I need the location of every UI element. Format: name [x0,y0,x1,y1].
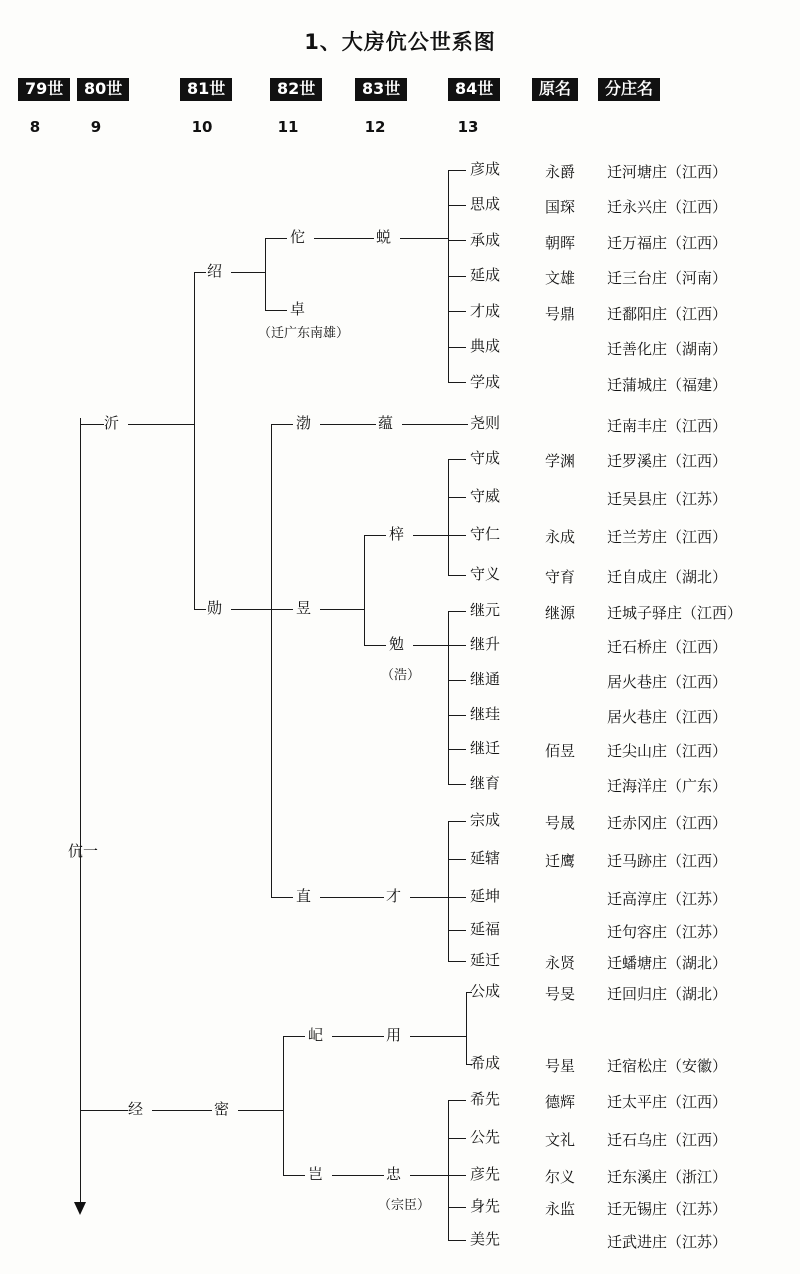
trunk-arrow [74,1202,86,1215]
line-mi-split [283,1036,284,1175]
node-g84-24: 公成 [470,982,501,1000]
branch-g84-24: 迁回归庄（湖北） [607,985,728,1003]
generation-header-81: 81世 [180,78,232,101]
orig-g84-17: 佰昱 [545,742,576,760]
line-child-2 [448,205,466,206]
line-mian-right [413,645,448,646]
node-yun: 蕴 [378,414,394,432]
line-child-19 [448,821,466,822]
line-qi2-to-zhong [332,1175,384,1176]
line-to-zhuo [265,310,287,311]
branch-g84-9: 迁罗溪庄（江西） [607,452,728,470]
line-to-qi1 [283,1036,305,1037]
generation-number-11: 11 [277,118,299,136]
node-mi: 密 [214,1100,230,1118]
line-child-17 [448,749,466,750]
line-tuo-to-tui [314,238,374,239]
generation-number-13: 13 [457,118,479,136]
branch-g84-11: 迁兰芳庄（江西） [607,528,728,546]
node-yu: 昱 [296,599,312,617]
node-g84-8: 尧则 [470,414,501,432]
line-child-26 [448,1100,466,1101]
generation-header-83: 83世 [355,78,407,101]
line-child-10 [448,497,466,498]
node-zi: 梓 [389,525,405,543]
node-tui: 蜕 [376,228,392,246]
line-child-4 [448,276,466,277]
branch-g84-1: 迁河塘庄（江西） [607,163,728,181]
node-g84-17: 继迁 [470,739,501,757]
line-child-18 [448,784,466,785]
line-to-shao [194,272,206,273]
line-yu-right [320,609,364,610]
line-child-9 [448,459,466,460]
generation-number-8: 8 [29,118,41,136]
line-yun-to-child [402,424,468,425]
generation-header-80: 80世 [77,78,129,101]
node-cai: 才 [386,887,402,905]
node-bo: 渤 [296,414,312,432]
branch-g84-19: 迁赤冈庄（江西） [607,814,728,832]
node-jing: 经 [128,1100,144,1118]
line-to-yu [271,609,293,610]
trunk-line [80,418,81,1208]
node-g84-27: 公先 [470,1128,501,1146]
generation-number-9: 9 [90,118,102,136]
orig-g84-24: 号旻 [545,985,576,1003]
branch-g84-29: 迁无锡庄（江苏） [607,1200,728,1218]
node-zhong: 忠 [386,1165,402,1183]
node-g84-30: 美先 [470,1230,501,1248]
orig-g84-19: 号晟 [545,814,576,832]
line-xun-right [231,609,271,610]
orig-g84-20: 迁鹰 [545,852,576,870]
node-g84-28: 彦先 [470,1165,501,1183]
line-yong-split [466,992,467,1064]
node-g84-13: 继元 [470,601,501,619]
line-to-zhi [271,897,293,898]
branch-g84-20: 迁马跡庄（江西） [607,852,728,870]
line-child-20 [448,859,466,860]
node-g84-14: 继升 [470,635,501,653]
orig-g84-28: 尔义 [545,1168,576,1186]
line-cai-right [410,897,448,898]
line-xun-split [271,424,272,897]
note-zhong: （宗臣） [378,1198,431,1213]
orig-g84-27: 文礼 [545,1131,576,1149]
branch-g84-12: 迁自成庄（湖北） [607,568,728,586]
orig-g84-4: 文雄 [545,269,576,287]
line-child-15 [448,680,466,681]
branch-g84-22: 迁句容庄（江苏） [607,923,728,941]
line-child-16 [448,715,466,716]
line-child-12 [448,575,466,576]
line-zi-split [448,459,449,575]
line-to-tuo [265,238,287,239]
branch-g84-4: 迁三台庄（河南） [607,269,728,287]
branch-g84-8: 迁南丰庄（江西） [607,417,728,435]
page-title: 1、大房伉公世系图 [304,30,496,54]
branch-g84-21: 迁高淳庄（江苏） [607,890,728,908]
branch-g84-16: 居火巷庄（江西） [607,708,728,726]
orig-g84-5: 号鼎 [545,305,576,323]
note-mian: （浩） [381,668,421,683]
generation-header-79: 79世 [18,78,70,101]
column-header-original-name: 原名 [532,78,578,101]
node-qi1: 屺 [308,1026,324,1044]
node-g84-21: 延坤 [470,887,501,905]
line-zhong-split [448,1100,449,1240]
node-g84-1: 彦成 [470,160,501,178]
line-child-22 [448,930,466,931]
line-child-30 [448,1240,466,1241]
line-child-7 [448,382,466,383]
node-g84-5: 才成 [470,302,501,320]
branch-g84-7: 迁蒲城庄（福建） [607,376,728,394]
line-child-14 [448,645,466,646]
node-g84-6: 典成 [470,337,501,355]
line-shao-right [231,272,265,273]
node-yong: 用 [386,1026,402,1044]
line-to-xun [194,609,206,610]
line-mi-right [238,1110,283,1111]
branch-g84-15: 居火巷庄（江西） [607,673,728,691]
line-child-13 [448,611,466,612]
line-root-to-jing [80,1110,128,1111]
line-child-5 [448,311,466,312]
line-child-3 [448,240,466,241]
node-g84-23: 延迁 [470,951,501,969]
node-g84-26: 希先 [470,1090,501,1108]
note-zhuo: （迁广东南雄） [258,326,350,341]
branch-g84-26: 迁太平庄（江西） [607,1093,728,1111]
node-g84-7: 学成 [470,373,501,391]
line-child-11 [448,535,466,536]
node-g84-19: 宗成 [470,811,501,829]
line-child-28 [448,1175,466,1176]
line-zhong-right [410,1175,448,1176]
node-zhuo: 卓 [290,300,306,318]
branch-g84-13: 迁城子驿庄（江西） [607,604,743,622]
node-tuo: 佗 [290,228,306,246]
line-shao-split [265,238,266,310]
generation-number-10: 10 [191,118,213,136]
node-g84-22: 延福 [470,920,501,938]
orig-g84-29: 永监 [545,1200,576,1218]
line-zi-right [413,535,448,536]
line-yi-right [128,424,194,425]
node-g84-10: 守威 [470,487,501,505]
orig-g84-26: 德辉 [545,1093,576,1111]
branch-g84-6: 迁善化庄（湖南） [607,340,728,358]
line-cai-split [448,821,449,961]
branch-g84-27: 迁石乌庄（江西） [607,1131,728,1149]
orig-g84-1: 永爵 [545,163,576,181]
branch-g84-5: 迁鄱阳庄（江西） [607,305,728,323]
line-yu-split [364,535,365,645]
branch-g84-30: 迁武进庄（江苏） [607,1233,728,1251]
node-g84-20: 延辖 [470,849,501,867]
orig-g84-23: 永贤 [545,954,576,972]
orig-g84-3: 朝晖 [545,234,576,252]
branch-g84-10: 迁吴县庄（江苏） [607,490,728,508]
line-root-to-yi [80,424,104,425]
generation-number-12: 12 [364,118,386,136]
line-to-bo [271,424,293,425]
line-jing-to-mi [152,1110,212,1111]
node-g84-18: 继育 [470,774,501,792]
node-g84-15: 继通 [470,670,501,688]
node-g84-25: 希成 [470,1054,501,1072]
branch-g84-28: 迁东溪庄（浙江） [607,1168,728,1186]
generation-header-84: 84世 [448,78,500,101]
node-g84-11: 守仁 [470,525,501,543]
orig-g84-12: 守育 [545,568,576,586]
branch-g84-18: 迁海洋庄（广东） [607,777,728,795]
branch-g84-2: 迁永兴庄（江西） [607,198,728,216]
column-header-branch-name: 分庄名 [598,78,660,101]
line-zhi-to-cai [320,897,384,898]
line-child-23 [448,961,466,962]
line-to-mian [364,645,386,646]
branch-g84-25: 迁宿松庄（安徽） [607,1057,728,1075]
node-xun: 勋 [207,599,223,617]
branch-g84-23: 迁蟠塘庄（湖北） [607,954,728,972]
line-to-qi2 [283,1175,305,1176]
line-bo-to-yun [320,424,376,425]
node-g84-12: 守义 [470,565,501,583]
node-yi: 沂 [104,414,120,432]
branch-g84-17: 迁尖山庄（江西） [607,742,728,760]
node-g84-9: 守成 [470,449,501,467]
line-child-29 [448,1207,466,1208]
line-yong-right [410,1036,466,1037]
node-zhi: 直 [296,887,312,905]
branch-g84-3: 迁万福庄（江西） [607,234,728,252]
orig-g84-9: 学渊 [545,452,576,470]
line-child-6 [448,347,466,348]
node-g84-4: 延成 [470,266,501,284]
node-qi2: 岂 [308,1165,324,1183]
generation-header-82: 82世 [270,78,322,101]
line-child-27 [448,1138,466,1139]
line-to-zi [364,535,386,536]
node-root: 伉一 [68,842,99,860]
line-child-21 [448,897,466,898]
orig-g84-11: 永成 [545,528,576,546]
node-mian: 勉 [389,635,405,653]
node-g84-16: 继珪 [470,705,501,723]
line-mian-split [448,611,449,784]
line-qi1-to-yong [332,1036,384,1037]
line-yi-split [194,272,195,609]
line-tui-right [400,238,448,239]
orig-g84-13: 继源 [545,604,576,622]
node-g84-29: 身先 [470,1197,501,1215]
node-g84-2: 思成 [470,195,501,213]
node-shao: 绍 [207,262,223,280]
node-g84-3: 承成 [470,231,501,249]
orig-g84-2: 国琛 [545,198,576,216]
branch-g84-14: 迁石桥庄（江西） [607,638,728,656]
line-child-1 [448,170,466,171]
orig-g84-25: 号星 [545,1057,576,1075]
